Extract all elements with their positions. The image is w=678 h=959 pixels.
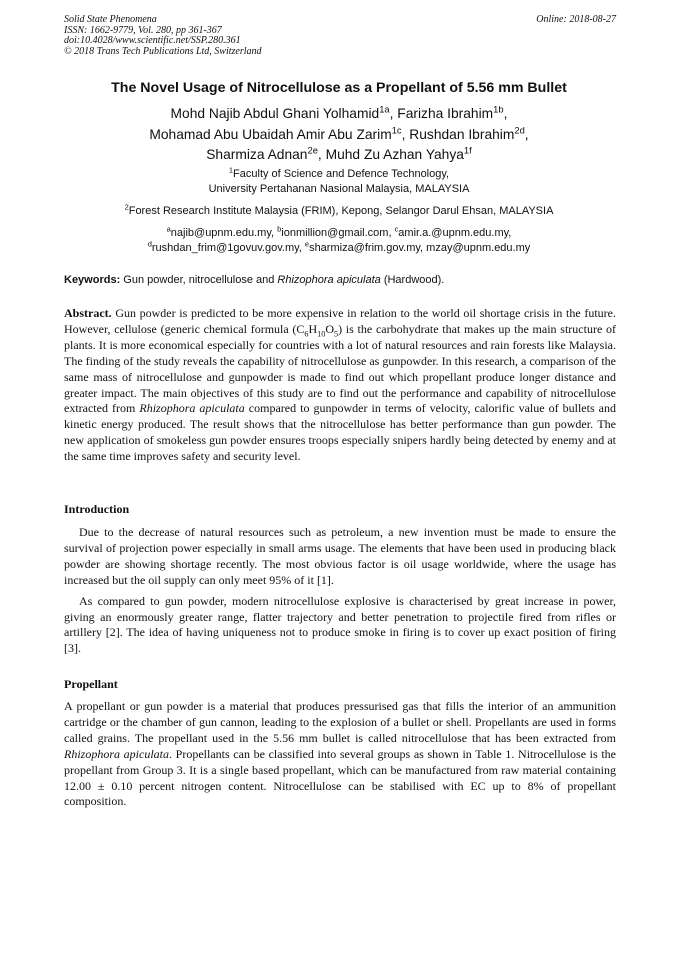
keywords: Keywords: Gun powder, nitrocellulose and Rhizophora apiculata (Hardwood). xyxy=(64,274,445,286)
abstract-label: Abstract. xyxy=(64,306,112,320)
author-sup: 1f xyxy=(463,145,472,156)
email[interactable]: ionmillion@gmail.com, xyxy=(281,227,395,239)
affil-line: Faculty of Science and Defence Technology, xyxy=(233,168,450,180)
email[interactable]: najib@upnm.edu.my, xyxy=(170,227,278,239)
affiliation-1 xyxy=(0,167,678,197)
author-name: Farizha Ibrahim xyxy=(397,106,494,121)
author-sup: 2d xyxy=(514,124,525,135)
author-line-2: Mohamad Abu Ubaidah Amir Abu Zarim$^{1c}$, Rushdan Ibrahim$^{2d}$, xyxy=(149,124,529,142)
affiliation-2 xyxy=(0,204,678,219)
paragraph: Due to the decrease of natural resources such as petroleum, a new invention must be made to ensure the survival of projection power especially in small arms usage. The elements that have been used in producing black powder are showing shortage recently. The most obvious factor is oil usage worldwide, where the usage has increased but the oil supply can only meet 95% of it [1]. xyxy=(64,525,616,587)
email[interactable]: rushdan_frim@1govuv.gov.my, xyxy=(151,242,305,254)
abstract: Abstract. Gun powder is predicted to be more expensive in relation to the world oil shortage crisis in the future. However, cellulose (generic chemical formula $(C_6H_{10}O_5)$ is the carbohydrate that makes up the main structure of plants. It is more economical especially for countries with a lot of natural resources and rain forests like Malaysia. The finding of the study reveals the capability of nitrocellulose as gunpowder. In this research, a comparison of the same mass of nitrocellulose and gunpowder is made to find out which propellant produce longer distance and greater impact. The main objectives of this study are to find out the performance and capability of nitrocellulose extracted from Rhizophora apiculata compared to gunpowder in terms of velocity, calorific value of bullets and kinetic energy produced. The result shows that the nitrocellulose has better performance than gun powder. The new application of smokeless gun powder ensures troops especially snipers hardly being detected by enemy and at the same time improves safety and security level. xyxy=(64,306,616,464)
keywords-label: Keywords: xyxy=(64,274,121,286)
journal-name: Solid State Phenomena xyxy=(64,14,157,25)
affil-sup: 2 xyxy=(124,202,129,212)
author-name: Mohd Najib Abdul Ghani Yolhamid xyxy=(170,106,380,121)
author-line-3: Sharmiza Adnan$^{2e}$, Muhd Zu Azhan Yahya$^{1f}$ xyxy=(206,145,472,162)
author-name: Sharmiza Adnan xyxy=(206,147,308,162)
email-list: $^a$najib@upnm.edu.my, $^b$ionmillion@gmail.com, $^c$amir.a.@upnm.edu.my, $^d$rushdan_frim@1govuv.gov.my, $^e$sharmiza@frim.gov.my, mzay@upnm.edu.my xyxy=(147,224,531,254)
paper-title: The Novel Usage of Nitrocellulose as a Propellant of 5.56 mm Bullet xyxy=(111,80,567,96)
journal-header xyxy=(64,15,616,57)
affil-line: Forest Research Institute Malaysia (FRIM), Kepong, Selangor Darul Ehsan, MALAYSIA xyxy=(128,205,554,217)
online-date: Online: 2018-08-27 xyxy=(536,14,616,25)
email[interactable]: sharmiza@frim.gov.my, mzay@upnm.edu.my xyxy=(309,242,531,254)
paragraph: As compared to gun powder, modern nitrocellulose explosive is characterised by great increase in power, giving an enormously greater range, flatter trajectory and better penetration to projectile fired from rifles or artillery [2]. The idea of having uniqueness not to produce smoke in firing is to cover up exact position of firing [3]. xyxy=(64,593,616,656)
doi-line[interactable]: doi:10.4028/www.scientific.net/SSP.280.361 xyxy=(64,35,241,46)
section-heading-propellant: Propellant xyxy=(64,677,118,691)
author-name: Rushdan Ibrahim xyxy=(409,126,515,142)
issn-line: ISSN: 1662-9779, Vol. 280, pp 361-367 xyxy=(64,24,222,36)
author-line-1: Mohd Najib Abdul Ghani Yolhamid$^{1a}$, Farizha Ibrahim$^{1b}$, xyxy=(170,104,508,121)
author-name: Mohamad Abu Ubaidah Amir Abu Zarim xyxy=(149,126,392,142)
author-list xyxy=(0,104,678,166)
email[interactable]: amir.a.@upnm.edu.my, xyxy=(398,227,512,239)
author-name: Muhd Zu Azhan Yahya xyxy=(325,147,464,162)
affil-sup: 1 xyxy=(228,165,234,175)
section-heading-introduction: Introduction xyxy=(64,502,130,516)
author-sup: 1c xyxy=(391,124,402,135)
affil-line: University Pertahanan Nasional Malaysia, MALAYSIA xyxy=(208,183,470,195)
propellant-body xyxy=(64,699,616,810)
author-sup: 2e xyxy=(307,145,318,156)
copyright-line: © 2018 Trans Tech Publications Ltd, Switzerland xyxy=(64,45,262,57)
introduction-body xyxy=(64,525,616,657)
paragraph: A propellant or gun powder is a material that produces pressurised gas that fills the interior of an ammunition cartridge or the chamber of gun cannon, leading to the explosion of a bullet or shell. Propellants are used in forms called grains. The propellant used in the 5.56 mm bullet is called nitrocellulose that has been extracted from Rhizophora apiculata. Propellants can be classified into several groups as shown in Table 1. Nitrocellulose is the propellant from Group 3. It is a single based propellant, which can be manufactured from raw material containing 12.00 ± 0.10 percent nitrogen content. Nitrocellulose can be stabilised with EC up to 8% of propellant composition. xyxy=(64,699,616,809)
author-sup: 1b xyxy=(493,104,504,115)
author-sup: 1a xyxy=(379,104,390,115)
